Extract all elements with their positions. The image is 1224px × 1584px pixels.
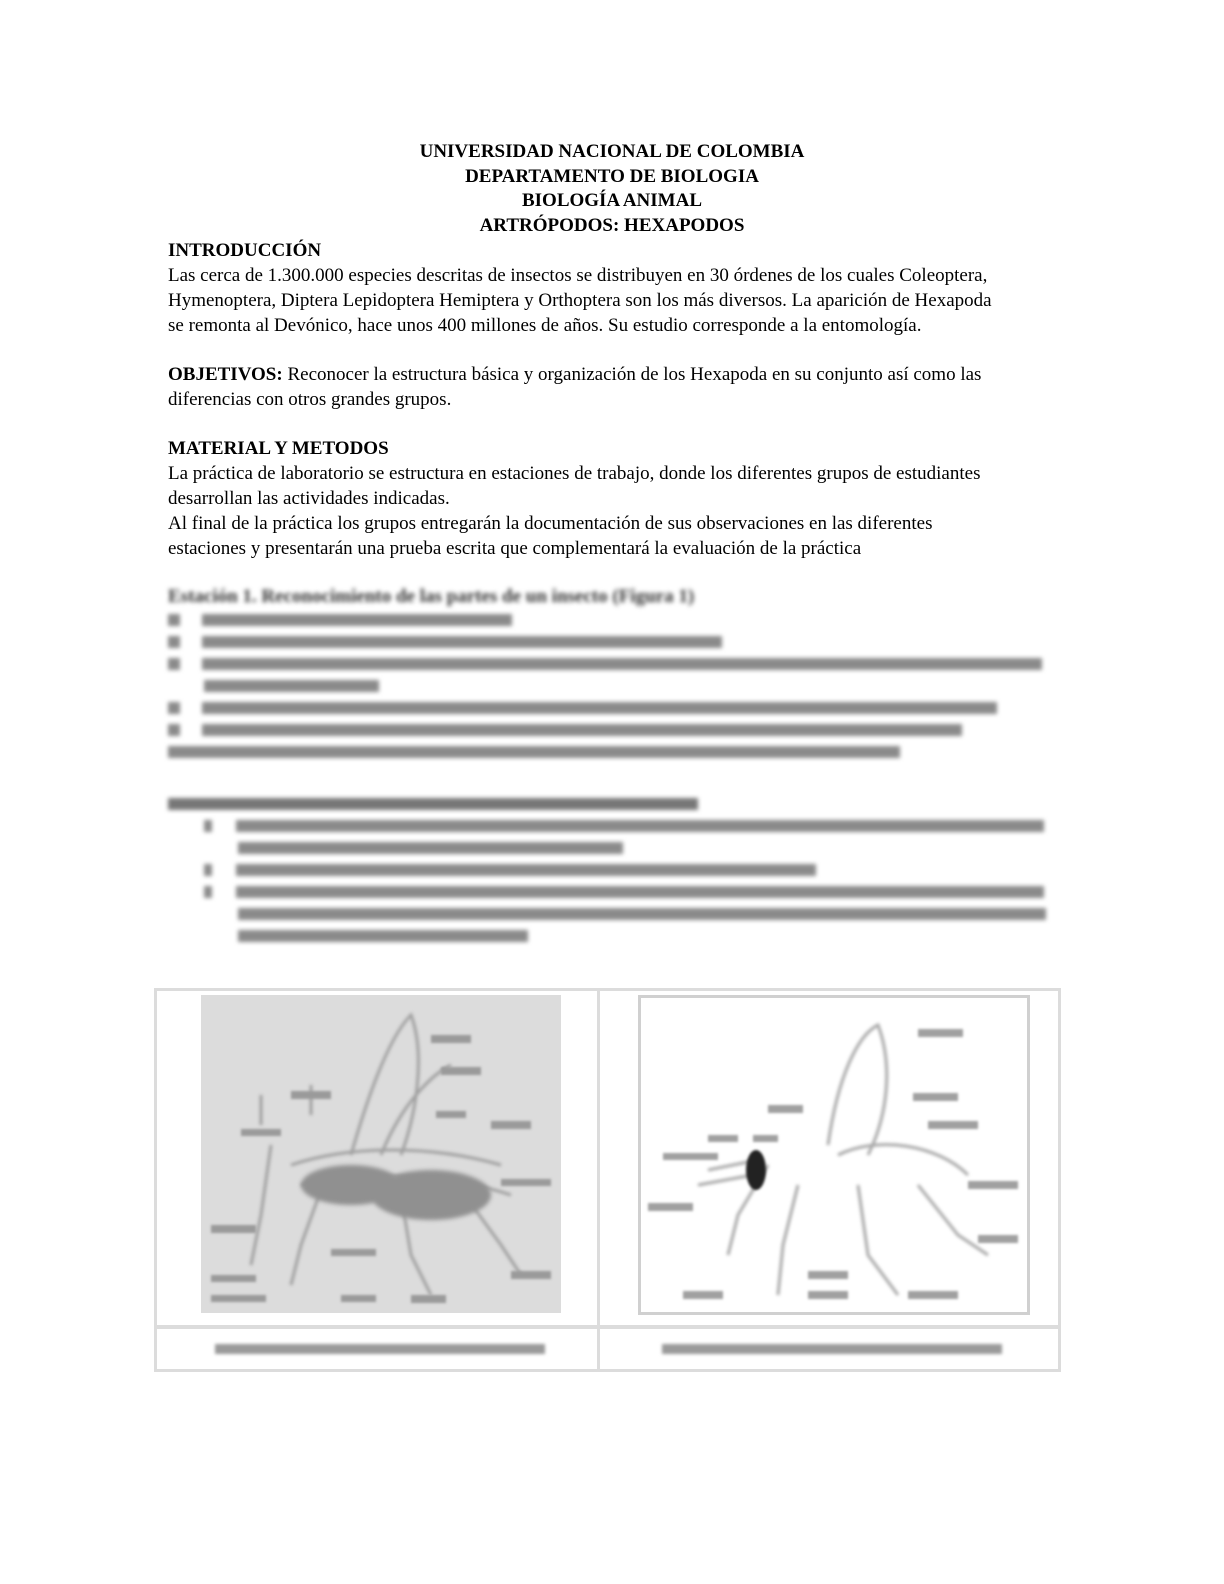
figure-1-caption — [157, 1325, 597, 1367]
estacion2-section — [168, 792, 1058, 946]
objetivos-text: Reconocer la estructura básica y organización de los Hexapoda en su conjunto así como las — [282, 364, 982, 385]
objetivos-label: OBJETIVOS: — [168, 364, 283, 385]
estacion2-item — [168, 880, 1058, 902]
estacion1-heading: Estación 1. Reconocimiento de las partes de un insecto (Figura 1) — [168, 586, 695, 607]
estacion2-item-cont — [168, 902, 1058, 924]
estacion1-note — [168, 740, 1058, 762]
estacion2-item-cont — [168, 836, 1058, 858]
department-name: DEPARTAMENTO DE BIOLOGIA — [465, 165, 759, 187]
document-title: ARTRÓPODOS: HEXAPODOS — [479, 214, 745, 236]
estacion1-item — [168, 630, 1058, 652]
estacion1-item — [168, 608, 1058, 630]
material-section — [168, 436, 1048, 561]
material-line: estaciones y presentarán una prueba escrita que complementará la evaluación de la práctica — [168, 538, 862, 559]
material-line: desarrollan las actividades indicadas. — [168, 488, 450, 509]
estacion2-item-cont — [168, 924, 1058, 946]
estacion1-item — [168, 696, 1058, 718]
introduccion-line: se remonta al Devónico, hace unos 400 millones de años. Su estudio corresponde a la entomología. — [168, 315, 922, 336]
introduccion-line: Las cerca de 1.300.000 especies descritas de insectos se distribuyen en 30 órdenes de los cuales Coleoptera, — [168, 265, 988, 286]
introduccion-heading: INTRODUCCIÓN — [168, 240, 322, 261]
material-line: Al final de la práctica los grupos entregarán la documentación de sus observaciones en las diferentes — [168, 513, 933, 534]
estacion1-item — [168, 718, 1058, 740]
estacion1-item-cont — [168, 674, 1058, 696]
estacion1-item — [168, 652, 1058, 674]
estacion2-heading — [168, 792, 1058, 814]
introduccion-section — [168, 238, 1048, 338]
insect-diagram-figure-1 — [201, 995, 561, 1313]
insect-diagram-figure-2 — [638, 995, 1030, 1315]
course-name: BIOLOGÍA ANIMAL — [521, 190, 702, 211]
objetivos-line — [168, 362, 1048, 387]
estacion1-section — [168, 586, 1058, 762]
figure-2 — [597, 988, 1061, 1372]
university-name: UNIVERSIDAD NACIONAL DE COLOMBIA — [419, 141, 805, 162]
material-line: La práctica de laboratorio se estructura en estaciones de trabajo, donde los diferentes grupos de estudiantes — [168, 463, 981, 484]
introduccion-line: Hymenoptera, Diptera Lepidoptera Hemiptera y Orthoptera son los más diversos. La aparición de Hexapoda — [168, 290, 992, 311]
estacion2-item — [168, 814, 1058, 836]
figure-1 — [154, 988, 600, 1372]
material-heading: MATERIAL Y METODOS — [168, 438, 389, 459]
estacion2-item — [168, 858, 1058, 880]
objetivos-line: diferencias con otros grandes grupos. — [168, 389, 452, 410]
figure-2-caption — [600, 1325, 1058, 1367]
document-header — [0, 140, 1224, 238]
objetivos-section — [168, 362, 1048, 412]
